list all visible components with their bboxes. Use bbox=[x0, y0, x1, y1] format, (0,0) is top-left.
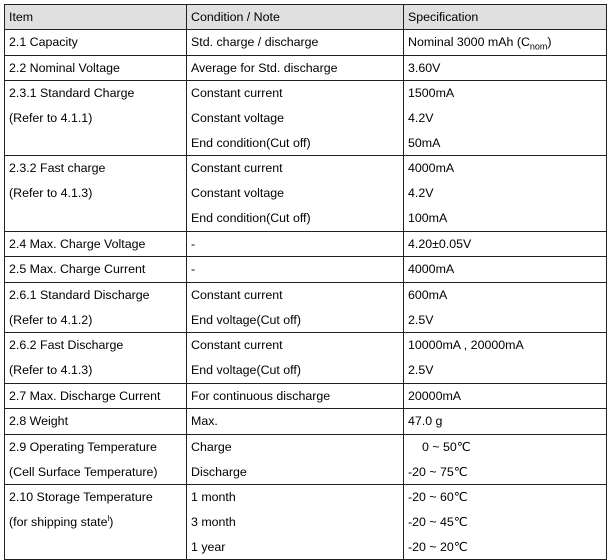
condition-cell bbox=[187, 257, 404, 283]
condition-text: Constant voltage bbox=[191, 186, 284, 201]
specification-text: 50mA bbox=[408, 135, 441, 150]
item-cell bbox=[5, 231, 187, 257]
specification-text: 600mA bbox=[408, 287, 448, 302]
item-line bbox=[9, 106, 186, 131]
specification-line bbox=[408, 156, 606, 181]
specification-line bbox=[408, 435, 606, 460]
specification-line bbox=[408, 358, 606, 383]
specification-text: 4.2V bbox=[408, 111, 434, 126]
condition-cell bbox=[187, 485, 404, 560]
item-line bbox=[9, 485, 186, 510]
item-line bbox=[9, 510, 186, 535]
specification-text: -20 ~ 75℃ bbox=[408, 464, 468, 479]
condition-text: Constant voltage bbox=[191, 111, 284, 126]
condition-text: Constant current bbox=[191, 338, 283, 353]
item-text: 2.6.2 Fast Discharge bbox=[9, 338, 124, 353]
specification-line bbox=[408, 106, 606, 131]
item-line bbox=[9, 56, 186, 81]
specification-text: -20 ~ 60℃ bbox=[408, 490, 468, 505]
specification-line bbox=[408, 460, 606, 485]
item-text: 2.4 Max. Charge Voltage bbox=[9, 236, 146, 251]
specification-cell bbox=[404, 257, 607, 283]
condition-text: End condition(Cut off) bbox=[191, 210, 311, 225]
specification-text: 0 ~ 50℃ bbox=[422, 440, 471, 454]
item-text: (Refer to 4.1.3) bbox=[9, 186, 93, 201]
specification-line bbox=[408, 510, 606, 535]
item-line bbox=[9, 460, 186, 485]
item-text: 2.5 Max. Charge Current bbox=[9, 262, 146, 277]
condition-cell bbox=[187, 30, 404, 56]
condition-cell bbox=[187, 383, 404, 409]
specification-cell bbox=[404, 81, 607, 156]
specification-line bbox=[408, 131, 606, 156]
specification-text: 100mA bbox=[408, 210, 448, 225]
condition-text: End voltage(Cut off) bbox=[191, 312, 301, 327]
item-text: 2.2 Nominal Voltage bbox=[9, 60, 120, 75]
item-text: 2.7 Max. Discharge Current bbox=[9, 388, 161, 403]
condition-text: For continuous discharge bbox=[191, 388, 331, 403]
specification-line bbox=[408, 384, 606, 409]
table-row bbox=[5, 156, 607, 231]
specification-cell bbox=[404, 231, 607, 257]
item-cell bbox=[5, 81, 187, 156]
item-text: 2.3.2 Fast charge bbox=[9, 161, 106, 176]
specification-text: 4.2V bbox=[408, 186, 434, 201]
item-line bbox=[9, 435, 186, 460]
condition-text: Discharge bbox=[191, 464, 247, 479]
specification-line bbox=[408, 257, 606, 282]
specification-text: 47.0 g bbox=[408, 414, 443, 429]
table-row bbox=[5, 383, 607, 409]
condition-text: Constant current bbox=[191, 86, 283, 101]
specification-cell bbox=[404, 30, 607, 56]
condition-text: Constant current bbox=[191, 287, 283, 302]
specification-text: 2.5V bbox=[408, 362, 434, 377]
item-line bbox=[9, 358, 186, 383]
specification-line bbox=[408, 56, 606, 81]
item-line bbox=[9, 409, 186, 434]
specification-line bbox=[408, 308, 606, 333]
condition-cell bbox=[187, 81, 404, 156]
table-row bbox=[5, 409, 607, 435]
condition-text: - bbox=[191, 236, 196, 251]
item-text: (for shipping state bbox=[9, 515, 108, 530]
item-line bbox=[9, 384, 186, 409]
condition-cell bbox=[187, 282, 404, 332]
condition-text: End voltage(Cut off) bbox=[191, 362, 301, 377]
item-line bbox=[9, 181, 186, 206]
specification-text: -20 ~ 20℃ bbox=[408, 539, 468, 554]
condition-text: 1 month bbox=[191, 490, 236, 505]
table-row bbox=[5, 81, 607, 156]
table-row bbox=[5, 333, 607, 383]
condition-cell bbox=[187, 409, 404, 435]
item-line bbox=[9, 257, 186, 282]
condition-text: - bbox=[191, 262, 196, 277]
condition-cell bbox=[187, 333, 404, 383]
specification-text: 4.20±0.05V bbox=[408, 236, 472, 251]
item-cell bbox=[5, 282, 187, 332]
condition-text: Charge bbox=[191, 440, 232, 454]
condition-text: Max. bbox=[191, 414, 218, 429]
condition-cell bbox=[187, 435, 404, 485]
specification-line bbox=[408, 181, 606, 206]
item-cell bbox=[5, 485, 187, 560]
specification-line bbox=[408, 409, 606, 434]
specification-cell bbox=[404, 435, 607, 485]
specification-cell bbox=[404, 485, 607, 560]
specification-text: 10000mA , 20000mA bbox=[408, 338, 524, 353]
table-row bbox=[5, 435, 607, 485]
item-cell bbox=[5, 156, 187, 231]
item-line bbox=[9, 156, 186, 181]
item-text: (Refer to 4.1.1) bbox=[9, 111, 93, 126]
item-text: (Refer to 4.1.2) bbox=[9, 312, 93, 327]
table-row bbox=[5, 485, 607, 560]
specification-suffix: ) bbox=[547, 35, 552, 49]
specification-line bbox=[408, 232, 606, 257]
specification-cell bbox=[404, 409, 607, 435]
specification-line bbox=[408, 30, 606, 55]
table-row bbox=[5, 55, 607, 81]
table-body bbox=[5, 30, 607, 560]
specification-table bbox=[4, 4, 607, 560]
specification-subscript: nom bbox=[529, 41, 548, 52]
item-superscript: l bbox=[107, 513, 110, 523]
item-cell bbox=[5, 383, 187, 409]
specification-text: -20 ~ 45℃ bbox=[408, 515, 468, 530]
header-condition: Condition / Note bbox=[187, 5, 404, 30]
condition-text: 1 year bbox=[191, 539, 226, 554]
item-line bbox=[9, 81, 186, 106]
table-row bbox=[5, 30, 607, 56]
item-cell bbox=[5, 333, 187, 383]
condition-text: Constant current bbox=[191, 161, 283, 176]
specification-line bbox=[408, 81, 606, 106]
item-text: (Refer to 4.1.3) bbox=[9, 362, 93, 377]
item-text: (Cell Surface Temperature) bbox=[9, 464, 158, 479]
specification-cell bbox=[404, 156, 607, 231]
header-item: Item bbox=[5, 5, 187, 30]
specification-line bbox=[408, 485, 606, 510]
specification-text: 4000mA bbox=[408, 161, 455, 176]
item-text: 2.3.1 Standard Charge bbox=[9, 86, 135, 101]
item-cell bbox=[5, 257, 187, 283]
item-suffix: ) bbox=[109, 515, 114, 530]
specification-text: Nominal 3000 mAh (C bbox=[408, 35, 530, 49]
table-row bbox=[5, 257, 607, 283]
specification-line bbox=[408, 333, 606, 358]
item-text: 2.9 Operating Temperature bbox=[9, 440, 157, 454]
item-text: 2.1 Capacity bbox=[9, 35, 78, 49]
item-cell bbox=[5, 55, 187, 81]
specification-text: 3.60V bbox=[408, 60, 441, 75]
item-line bbox=[9, 308, 186, 333]
item-text: 2.8 Weight bbox=[9, 414, 69, 429]
specification-text: 2.5V bbox=[408, 312, 434, 327]
item-line bbox=[9, 232, 186, 257]
specification-cell bbox=[404, 282, 607, 332]
table-header-row bbox=[5, 5, 607, 30]
specification-line bbox=[408, 206, 606, 231]
specification-cell bbox=[404, 383, 607, 409]
specification-text: 20000mA bbox=[408, 388, 462, 403]
item-cell bbox=[5, 435, 187, 485]
condition-cell bbox=[187, 55, 404, 81]
item-cell bbox=[5, 30, 187, 56]
item-line bbox=[9, 30, 186, 55]
item-text: 2.6.1 Standard Discharge bbox=[9, 287, 150, 302]
item-line bbox=[9, 283, 186, 308]
condition-cell bbox=[187, 231, 404, 257]
condition-text: End condition(Cut off) bbox=[191, 135, 311, 150]
table-row bbox=[5, 231, 607, 257]
specification-cell bbox=[404, 333, 607, 383]
condition-cell bbox=[187, 156, 404, 231]
condition-text: Average for Std. discharge bbox=[191, 60, 338, 75]
specification-line bbox=[408, 283, 606, 308]
specification-cell bbox=[404, 55, 607, 81]
item-line bbox=[9, 333, 186, 358]
specification-text: 1500mA bbox=[408, 86, 455, 101]
condition-text: 3 month bbox=[191, 515, 236, 530]
item-cell bbox=[5, 409, 187, 435]
item-text: 2.10 Storage Temperature bbox=[9, 490, 153, 505]
table-row bbox=[5, 282, 607, 332]
condition-text: Std. charge / discharge bbox=[191, 35, 319, 49]
specification-text: 4000mA bbox=[408, 262, 455, 277]
header-specification: Specification bbox=[404, 5, 607, 30]
